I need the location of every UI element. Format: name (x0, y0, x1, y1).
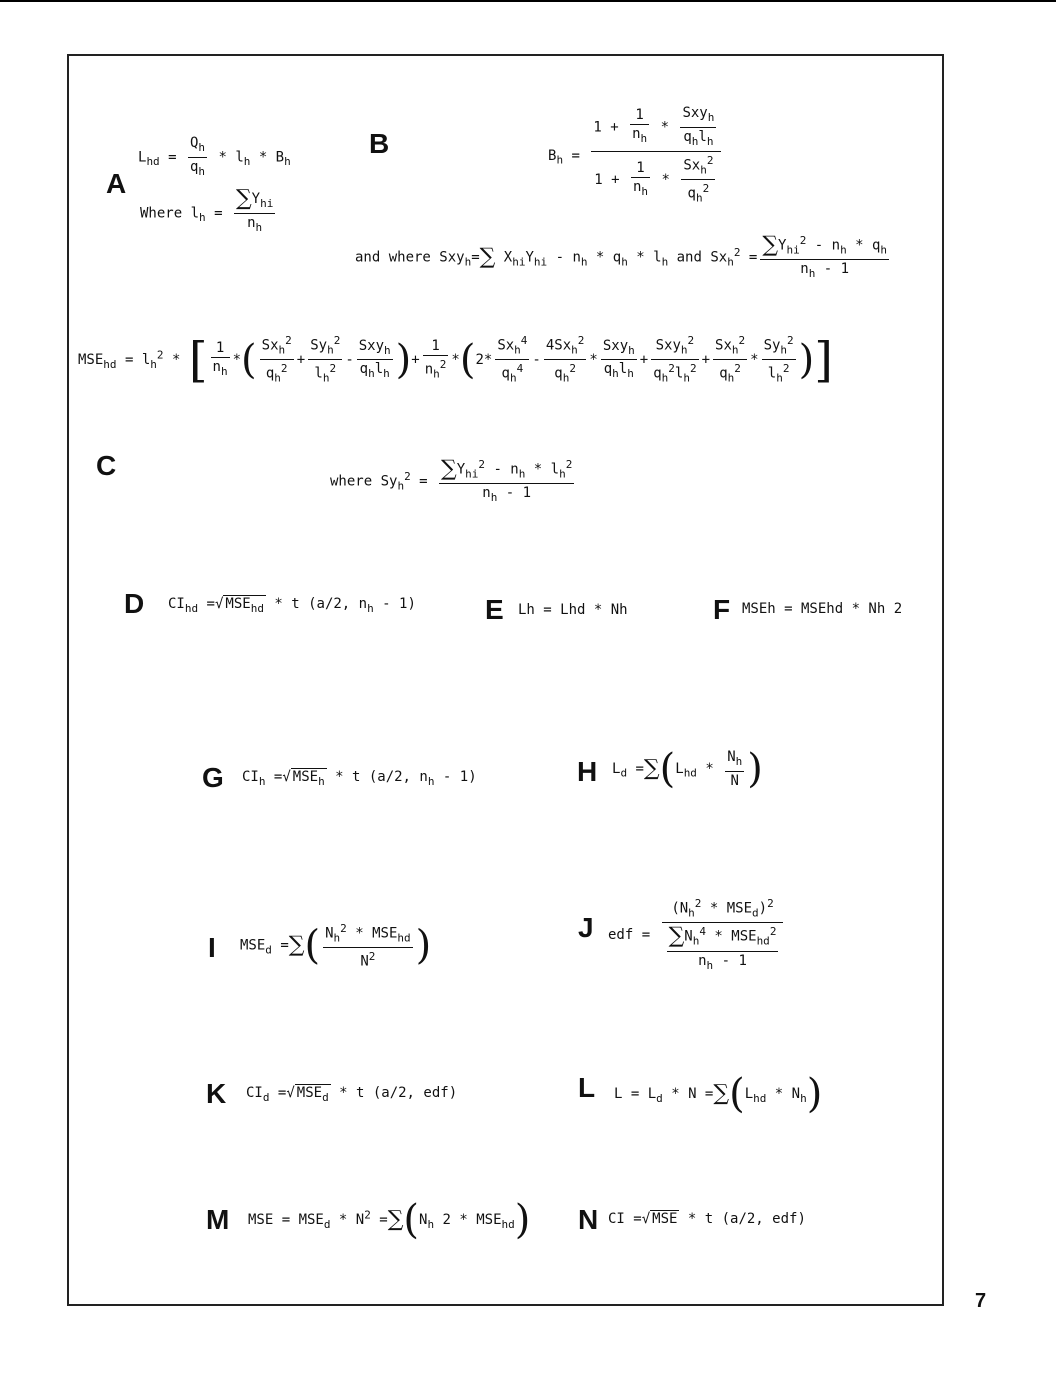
formula-h: $L_d =\sum(L_{hd}$ * $\frac{N_h}{N}$ ) (612, 745, 763, 792)
formula-d: $CI_{hd}$ =√ $MSE_{hd}$ * t (a/2, $n_h - 1$) (168, 596, 416, 615)
label-m: M (206, 1204, 230, 1235)
label-e: E (485, 594, 504, 625)
formula-g: $CI_h$ =√ $MSE_h$ * t (a/2, $n_h - 1$) (242, 769, 477, 788)
formula-l: $L = L_d * N =\sum(L_{hd} * N_h)$ (614, 1071, 823, 1117)
formula-j: edf = $\frac{(N_h^2 * MSE_d)^2}{\frac{\sum N_h^4 * MSE_{hd}^2}{n_h - 1}}$ (608, 895, 786, 975)
label-h: H (577, 756, 598, 787)
label-i: I (208, 932, 216, 963)
formula-e: Lh = Lhd * Nh (518, 602, 628, 618)
label-j: J (578, 912, 594, 943)
label-k: K (206, 1078, 227, 1109)
label-l: L (578, 1072, 596, 1103)
top-rule (0, 0, 1056, 2)
label-c: C (96, 450, 117, 481)
page-number: 7 (975, 1290, 987, 1312)
formula-n: CI =√ MSE * t (a/2, edf) (608, 1211, 806, 1227)
formula-k: $CI_d$ =√ $MSE_d$ * t (a/2, edf) (246, 1085, 458, 1104)
formula-i: $MSE_d$ =∑( $\frac{N_h^2 * MSE_{hd}}{N^2}$ ) (240, 922, 432, 971)
formula-m: MSE = $MSE_d * N^2 =\sum(N_h$ $2 * MSE_{hd}$) (248, 1197, 531, 1243)
label-g: G (202, 762, 224, 793)
formula-c-main: $MSE_{hd} = l_h^2$ * [ $\frac{1}{n_h}$ *( $\frac{Sx_h^2}{q_h^2}$ + $\frac{Sy_h^2}{l_h^2}$ - $\frac{Sxy_h}{q_hl_h}$ )+ $\frac{1}{n_h^2}$ *(2* $\frac{Sx_h^4}{q_h^4}$ - $\frac{4Sx_h^2}{q_h^2}$ * $\frac{Sxy_h}{q_hl_h}$ + $\frac{Sxy_h^2}{q_h^2l_h^2}$ + $\frac{Sx_h^2}{q_h^2}$ * $\frac{Sy_h^2}{l_h^2}$ )] (78, 331, 834, 388)
formula-b-where: and where Sxy$_h$=∑ $X_{hi}Y_{hi} - n_h * q_h * l_h$ and $Sx_h^2$ = $\frac{\sum Y_{hi}^2 - n_h * q_h}{n_h - 1}$ (355, 232, 888, 281)
formula-c-where: where $Sy_h^2$ = $\frac{\sum Y_{hi}^2 - n_h * l_h^2}{n_h - 1}$ (330, 456, 573, 505)
formula-b-main: $B_h$ = 1 + $\frac{1}{n_h}$ * $\frac{Sxy_h}{q_hl_h}$ 1 + $\frac{1}{n_h}$ * $\frac{Sx_h^2}{q_h^2}$ (548, 104, 724, 208)
label-n: N (578, 1204, 599, 1235)
label-b: B (369, 128, 390, 159)
formula-f: MSEh = MSEhd * Nh 2 (742, 601, 903, 617)
label-a: A (106, 168, 127, 199)
label-d: D (124, 588, 145, 619)
label-f: F (713, 594, 731, 625)
formula-a-where: Where $l_h$ = $\frac{\sum Y_{hi}}{n_h}$ (140, 186, 274, 234)
formula-a-main: $L_{hd}$ = $\frac{Q_h}{q_h}$ * $l_h * B_h$ (138, 135, 291, 178)
